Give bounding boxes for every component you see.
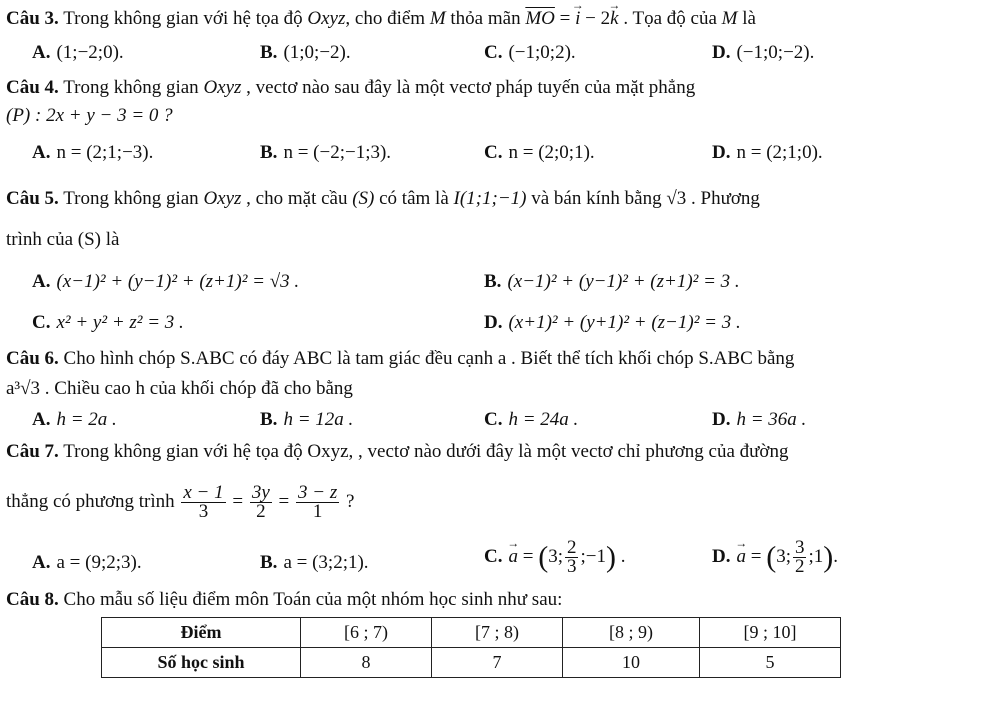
- q4-option-a[interactable]: A. n = (2;1;−3).: [32, 142, 154, 163]
- q8-label: Câu 8.: [6, 589, 59, 610]
- q3-option-c[interactable]: C. (−1;0;2).: [484, 42, 576, 63]
- q4-option-c[interactable]: C. n = (2;0;1).: [484, 142, 595, 163]
- q6-stem-line2: a³√3 . Chiều cao h của khối chóp đã cho bằng: [6, 378, 353, 399]
- q4-option-b[interactable]: B. n = (−2;−1;3).: [260, 142, 392, 163]
- q7-option-a[interactable]: A. a = (9;2;3).: [32, 552, 142, 573]
- q3-label: Câu 3.: [6, 8, 59, 29]
- q5-label: Câu 5.: [6, 188, 59, 209]
- q3-stem: Câu 3. Trong không gian với hệ tọa độ Oxyz, cho điểm M thỏa mãn $\overline{MO}$ = → i − 2→ k . Tọa độ của M là: [6, 7, 756, 31]
- q7-line-equation: thẳng có phương trình $\frac{x - 1}{3}$ = $\frac{3y}{2}$ = $\frac{3 - z}{1}$ ?: [6, 482, 355, 523]
- q6-option-c[interactable]: C. h = 24a .: [484, 409, 579, 430]
- vector-MO: $\overline{MO}$: [525, 8, 555, 29]
- q5-stem-line2: trình của (S) là: [6, 229, 120, 250]
- table-header-cell: Số học sinh: [102, 648, 301, 678]
- q6-option-a[interactable]: A. h = 2a .: [32, 409, 117, 430]
- table-cell: 8: [301, 648, 432, 678]
- table-cell: [8 ; 9): [563, 618, 700, 648]
- q4-option-d[interactable]: D. n = (2;1;0).: [712, 142, 823, 163]
- q8-stem: Câu 8. Cho mẫu số liệu điểm môn Toán của một nhóm học sinh như sau:: [6, 589, 563, 610]
- q7-option-c[interactable]: C. → a = (3; $\frac{2}{3}$ ;−1) .: [484, 537, 625, 578]
- table-cell: 5: [700, 648, 841, 678]
- table-header-cell: Điểm: [102, 618, 301, 648]
- table-cell: [7 ; 8): [432, 618, 563, 648]
- q5-option-d[interactable]: D. (x+1)² + (y+1)² + (z−1)² = 3 .: [484, 312, 741, 333]
- score-frequency-table: [101, 617, 841, 678]
- table-cell: [9 ; 10]: [700, 618, 841, 648]
- q3-option-d[interactable]: D. (−1;0;−2).: [712, 42, 815, 63]
- table-row: [102, 648, 841, 678]
- fraction-2: $\frac{3y}{2}$: [251, 482, 270, 523]
- q6-label: Câu 6.: [6, 348, 59, 369]
- q4-plane-equation: (P) : 2x + y − 3 = 0 ?: [6, 105, 173, 126]
- fraction-3: $\frac{3 - z}{1}$: [298, 482, 338, 523]
- q6-option-d[interactable]: D. h = 36a .: [712, 409, 807, 430]
- q7-stem: Câu 7. Trong không gian với hệ tọa độ Oxyz, , vectơ nào dưới đây là một vectơ chỉ phương của đường: [6, 441, 789, 462]
- q7-option-b[interactable]: B. a = (3;2;1).: [260, 552, 369, 573]
- q3-option-b[interactable]: B. (1;0;−2).: [260, 42, 351, 63]
- table-cell: [6 ; 7): [301, 618, 432, 648]
- table-cell: 10: [563, 648, 700, 678]
- table-cell: 7: [432, 648, 563, 678]
- q7-label: Câu 7.: [6, 441, 59, 462]
- q5-stem: Câu 5. Trong không gian Oxyz , cho mặt cầu (S) có tâm là I(1;1;−1) và bán kính bằng √3 . Phương: [6, 188, 760, 209]
- q5-option-c[interactable]: C. x² + y² + z² = 3 .: [32, 312, 184, 333]
- q4-label: Câu 4.: [6, 77, 59, 98]
- q6-option-b[interactable]: B. h = 12a .: [260, 409, 354, 430]
- q5-option-b[interactable]: B. (x−1)² + (y−1)² + (z+1)² = 3 .: [484, 271, 740, 292]
- fraction-1: $\frac{x - 1}{3}$: [183, 482, 224, 523]
- q3-option-a[interactable]: A. (1;−2;0).: [32, 42, 124, 63]
- q7-option-d[interactable]: D. → a = (3; $\frac{3}{2}$ ;1).: [712, 537, 838, 578]
- q4-stem: Câu 4. Trong không gian Oxyz , vectơ nào sau đây là một vectơ pháp tuyến của mặt phẳng: [6, 77, 696, 98]
- table-row: [102, 618, 841, 648]
- q5-option-a[interactable]: A. (x−1)² + (y−1)² + (z+1)² = √3 .: [32, 271, 300, 292]
- q6-stem: Câu 6. Cho hình chóp S.ABC có đáy ABC là tam giác đều cạnh a . Biết thể tích khối chóp S.ABC bằng: [6, 348, 795, 369]
